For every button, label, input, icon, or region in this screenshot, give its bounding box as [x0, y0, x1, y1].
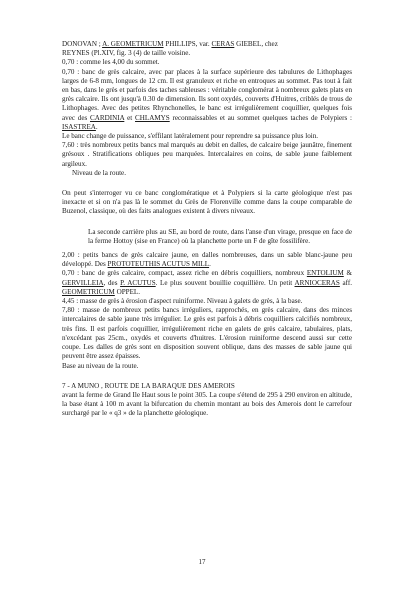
- species-name: CHLAMYS: [135, 113, 170, 122]
- species-name: ENTOLIUM: [306, 269, 344, 278]
- paragraph-donovan: DONOVAN ; A. GEOMETRICUM PHILLIPS, var. CERAS GIEBEL, chez REYNES (Pl.XIV, fig. 3 (4) de taille voisine.: [62, 40, 278, 58]
- species-name: GEOMETRICUM: [62, 287, 115, 296]
- species-name: GERVILLEIA: [62, 278, 104, 287]
- species-name: ARNIOCERAS: [294, 278, 340, 287]
- section-base: Base au niveau de la route.: [62, 361, 139, 370]
- section-description: avant la ferme de Grand Ile Haut sous le point 305. La coupe s'étend de 295 à 290 environ en altitude, la base étant à 100 m avant la bifurcation du chemin montant au bois des Amerois dont le carrefour surchargé par le « q3 » de la planchette géologique.: [62, 390, 352, 418]
- section-entry: 0,70 : banc de grès calcaire, avec par places à la surface supérieure des tabulures de Lithophages larges de 6-8 mm, longues de 12 cm. Il est granuleux et riche en entroques au sommet. Pas tout à fait en bas, dans le grès et parfois des taches sableuses : véritable conglomérat à nombreux galets plats en grès calcaire. Ils ont jusqu'à 0.30 de dimension. Ils sont oxydés, couverts d'Huitres, criblés de trous de Lithophages. Avec des petites Rhynchonelles, le banc est irrégulièrement coquillier, quelques fois avec des CARDINIA et CHLAMYS reconnaissables et au sommet quelques taches de Polypiers : ISASTREA.: [62, 67, 352, 131]
- section-entry: 0,70 : comme les 4,00 du sommet.: [62, 58, 160, 67]
- species-name: CARDINIA: [90, 113, 125, 122]
- document-body: [62, 40, 352, 419]
- section-entry: 7,80 : masse de nombreux petits bancs irréguliers, rapprochés, en grès calcaire, dans des minces intercalaires de sable jaune très irrégulier. Le grès est parfois à débris coquilliers calcifiés nombreux, très fins. Il est parfois coquillier, irrégulièrement riche en galets de grès calcaire, tabulaires, plats, n'excédant pas 25cm., oxydés et couverts d'huitres. L'érosion ruiniforme descend aussi sur cette coupe. Les dalles de grès sont en disposition souvent oblique, dans des masses de sable jaune qui peuvent être assez épaisses.: [62, 306, 352, 361]
- section-heading: 7 - A MUNO , ROUTE DE LA BARAQUE DES AMEROIS: [62, 381, 235, 390]
- section-note: Le banc change de puissance, s'effilant latéralement pour reprendre sa puissance plus loin.: [62, 132, 319, 141]
- section-base: Niveau de la route.: [72, 168, 126, 177]
- species-name: CERAS: [211, 40, 235, 48]
- species-name: A. GEOMETRICUM: [102, 40, 164, 48]
- paragraph-second-quarry: La seconde carrière plus au SE, au bord de route, dans l'anse d'un virage, presque en face de la ferme Hottoy (sise en France) où la planchette porte un F de gîte fossilifère.: [88, 227, 352, 245]
- section-entry: 4,45 : masse de grès à érosion d'aspect ruiniforme. Niveau à galets de grès, à la base.: [62, 297, 303, 306]
- species-name: P. ACUTUS: [120, 278, 156, 287]
- paragraph-discussion: On peut s'interroger vu ce banc conglomératique et à Polypiers si la carte géologique n'est pas inexacte et si on n'a pas là le sommet du Grès de Florenville comme dans la coupe comparable de Buzenol, classique, où des faits analogues existent à divers niveaux.: [62, 189, 352, 216]
- species-name: PROTOTEUTHIS ACUTUS MILL: [107, 260, 210, 269]
- section-entry: 0,70 : banc de grès calcaire, compact, assez riche en débris coquilliers, nombreux ENTOLIUM & GERVILLEIA, des P. ACUTUS. Le plus souvent bouillie coquillière. Un petit ARNIOCERAS aff. GEOMETRICUM OPPEL.: [62, 269, 353, 296]
- page-number: 17: [198, 558, 206, 566]
- species-name: ISASTREA: [62, 122, 96, 131]
- section-entry: 7,60 : très nombreux petits bancs mal marqués au debit en dalles, de calcaire beige jaunâtre, finement grésoux . Stratifications obliques peu marquées. Intercalaires en coins, de sable jaune faiblement argileux.: [62, 141, 352, 168]
- section-entry: 2,00 : petits bancs de grès calcaire jaune, en dalles nombreuses, dans un sable blanc-jaune peu développé. Des PROTOTEUTHIS ACUTUS MILL.: [62, 251, 352, 269]
